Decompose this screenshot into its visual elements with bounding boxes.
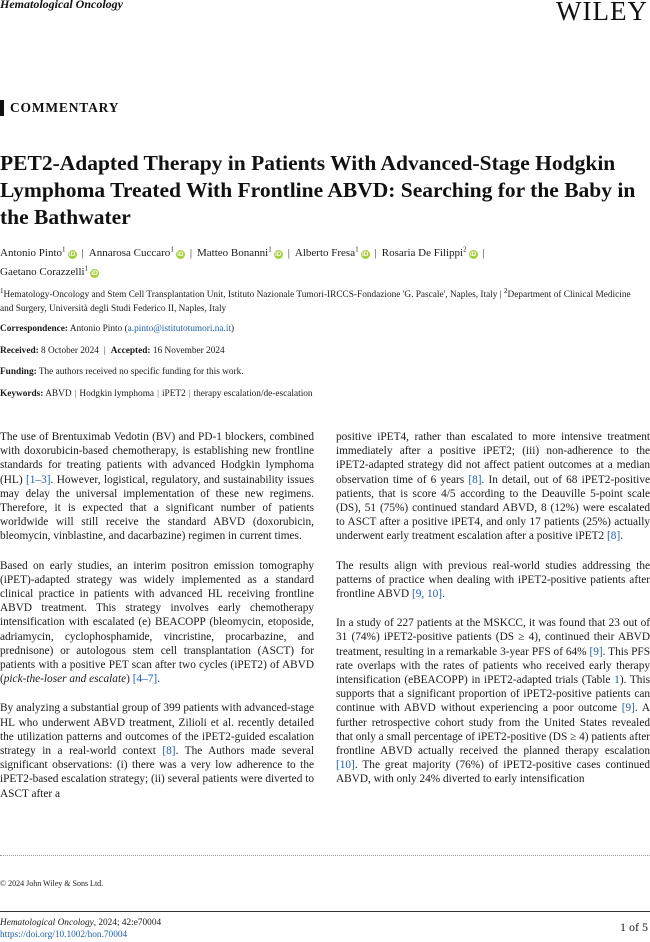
affiliations: $^1$Hematology-Oncology and Stem Cell Transplantation Unit, Istituto Nazionale Tumori-IRCCS-Fondazione 'G. Pascale', Naples, Italy | $^2$Department of Clinical Medicine and Surgery, Università degli Studi Federico II, Naples, Italy	[0, 287, 631, 315]
body-column-right	[336, 430, 650, 802]
orcid-icon[interactable]: iD	[177, 250, 184, 258]
journal-name: Hematological Oncology	[0, 0, 123, 11]
footnote-divider	[0, 855, 650, 856]
author[interactable]: Antonio Pinto$^1$iD	[0, 245, 76, 259]
table-link[interactable]: 1	[614, 674, 620, 687]
citation-link[interactable]: [1–3]	[26, 473, 51, 486]
copyright: © 2024 John Wiley & Sons Ltd.	[0, 879, 104, 888]
citation-link[interactable]: [8]	[468, 473, 482, 486]
section-bar	[0, 100, 4, 116]
orcid-icon[interactable]: iD	[274, 250, 282, 258]
paragraph: positive iPET4, rather than escalated to more intensive treatment immediately after a positive iPET2; (iii) non-adherence to the iPET2-adapted strategy did not affect patient outcomes at a median observation time of 6 years [8]. In detail, out of 68 iPET2-positive patients, that is score 4/5 according to the Deauville 5-point scale (DS), 51 (75%) continued standard ABVD, 8 (12%) were escalated to ASCT after a positive iPET4, and only 17 patients (25%) actually underwent early treatment escalation after a positive iPET2 [8].	[336, 431, 650, 543]
author[interactable]: Gaetano Corazzelli$^1$iD	[0, 264, 98, 279]
citation-link[interactable]: [10]	[336, 759, 355, 772]
paragraph: In a study of 227 patients at the MSKCC, it was found that 23 out of 31 (74%) iPET2-positive patients (DS ≥ 4), continued their ABVD treatment, resulting in a remarkable 3-year PFS of 64% [9]. This PFS rate overlaps with the rates of patients who received early therapy intensification (eBEACOPP) in iPET2-adapted trials (Table 1). This supports that a significant proportion of iPET2-positive patients can continue with ABVD without experiencing a poor outcome [9]. A further retrospective cohort study from the United States revealed that only a small percentage of iPET2-positive (DS ≥ 4) patients after frontline ABVD actually received the planned therapy escalation [10]. The great majority (76%) of iPET2-positive cases continued ABVD, with only 24% diverted to early intensification	[336, 617, 650, 786]
article-title: PET2-Adapted Therapy in Patients With Advanced-Stage Hodgkin Lymphoma Treated With Frontline ABVD: Searching for the Baby in the Bathwater	[0, 151, 636, 229]
article-dates: Received: 8 October 2024 | Accepted: 16 November 2024	[0, 346, 225, 356]
orcid-icon[interactable]: iD	[469, 250, 477, 258]
paragraph: The results align with previous real-world studies addressing the patterns of practice when dealing with iPET2-positive patients after frontline ABVD [9, 10].	[336, 559, 650, 601]
author-list: Antonio Pinto$^1$iD | Annarosa Cuccaro$^1$iD | Matteo Bonanni$^1$iD | Alberto Fresa$^1$iD | Rosaria De Filippi$^2$iD | Gaetano Corazzelli$^1$iD	[0, 245, 485, 279]
citation-link[interactable]: [8]	[162, 745, 176, 758]
keyword: ABVD	[45, 389, 72, 399]
body-column-left	[0, 430, 314, 816]
orcid-icon[interactable]: iD	[361, 250, 369, 258]
citation-link[interactable]: [8]	[607, 530, 621, 543]
section-heading	[0, 100, 119, 116]
keywords: Keywords: ABVD | Hodgkin lymphoma | iPET2 | therapy escalation/de-escalation	[0, 389, 313, 399]
page-number: 1 of 5	[620, 920, 648, 934]
citation-link[interactable]: [9]	[621, 702, 635, 715]
author[interactable]: Annarosa Cuccaro$^1$iD	[88, 245, 184, 259]
keyword: iPET2	[161, 389, 186, 399]
citation-link[interactable]: [9]	[589, 645, 603, 658]
author[interactable]: Matteo Bonanni$^1$iD	[197, 245, 282, 259]
author[interactable]: Rosaria De Filippi$^2$iD	[381, 245, 477, 259]
orcid-icon[interactable]: iD	[91, 270, 98, 278]
section-label: COMMENTARY	[10, 100, 120, 115]
funding: Funding: The authors received no specific funding for this work.	[0, 367, 244, 377]
footer-rule	[0, 911, 650, 912]
citation: Hematological Oncology, 2024; 42:e70004	[0, 918, 162, 928]
author[interactable]: Alberto Fresa$^1$iD	[294, 245, 369, 259]
correspondence: Correspondence: Antonio Pinto (a.pinto@istitutotumori.na.it)	[0, 324, 235, 334]
paragraph: The use of Brentuximab Vedotin (BV) and PD-1 blockers, combined with doxorubicin-based chemotherapy, is establishing new frontline standards for treating patients with advanced Hodgkin lymphoma (HL) [1–3]. However, logistical, regulatory, and sustainability issues may delay the universal implementation of these new regimens. Therefore, it is expected that a significant number of patients worldwide will still receive the standard ABVD (doxorubicin, bleomycin, vinblastine, and dacarbazine) regimen in current times.	[0, 431, 314, 543]
publisher-logo: WILEY	[556, 0, 648, 26]
keyword: Hodgkin lymphoma	[79, 389, 155, 399]
citation-link[interactable]: [9, 10]	[411, 588, 443, 601]
paragraph: By analyzing a substantial group of 399 patients with advanced-stage HL who underwent ABVD treatment, Zilioli et al. recently detailed the utilization patterns and outcomes of the iPET2-guided escalation strategy in a real-world context [8]. The Authors made several significant observations: (i) there was a very low adherence to the iPET2-based escalation strategy; (ii) several patients were diverted to ASCT after a	[0, 702, 314, 800]
citation-link[interactable]: [4–7]	[132, 673, 158, 686]
doi-link[interactable]: https://doi.org/10.1002/hon.70004	[0, 930, 128, 940]
orcid-icon[interactable]: iD	[68, 250, 76, 258]
keyword: therapy escalation/de-escalation	[193, 389, 313, 399]
paragraph: Based on early studies, an interim positron emission tomography (iPET)-adapted strategy was widely implemented as a standard clinical practice in patients with advanced HL receiving frontline ABVD treatment. This strategy involves early chemotherapy intensification with escalated (e) BEACOPP (bleomycin, etoposide, adriamycin, cyclophosphamide, vincristine, procarbazine, and prednisone) or autologous stem cell transplantation (ASCT) for patients with a positive PET scan after two cycles (iPET2) of ABVD (pick-the-loser and escalate) [4–7].	[0, 559, 314, 686]
email-link[interactable]: a.pinto@istitutotumori.na.it	[127, 324, 232, 334]
